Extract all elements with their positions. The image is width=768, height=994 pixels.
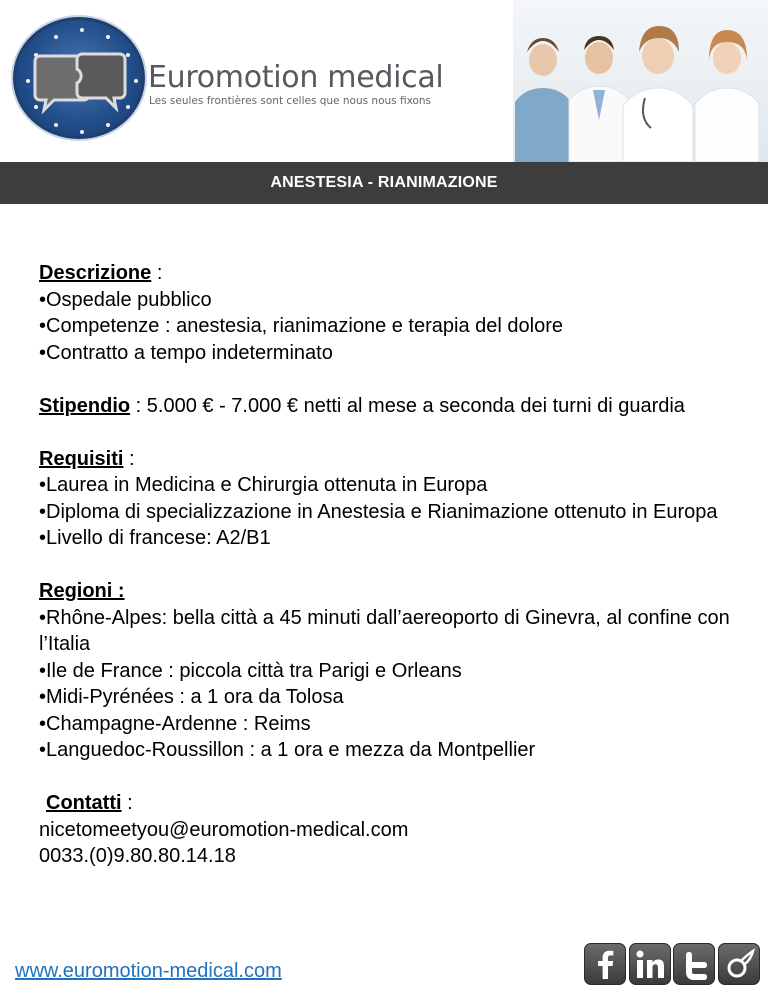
heading-suffix: : [151, 262, 163, 284]
contact-email[interactable]: nicetomeetyou@euromotion-medical.com [39, 818, 409, 841]
list-item: •Ospedale pubblico [39, 288, 212, 311]
section-regioni [39, 578, 739, 764]
heading-descrizione: Descrizione [39, 262, 152, 284]
section-stipendio [39, 393, 739, 420]
heading-contatti: Contatti [46, 792, 122, 814]
medical-staff-photo [513, 0, 768, 162]
euromotion-logo [13, 17, 145, 139]
list-item: •Languedoc-Roussillon : a 1 ora e mezza da Montpellier [39, 739, 536, 761]
section-contatti [39, 790, 739, 870]
heading-suffix: : [121, 792, 133, 814]
brand-name: Euromotion medical [148, 60, 444, 95]
website-link[interactable]: www.euromotion-medical.com [15, 960, 282, 982]
heading-requisiti: Requisiti [39, 447, 124, 470]
stipendio-text: : 5.000 € - 7.000 € netti al mese a seconda dei turni di guardia [130, 394, 685, 417]
twitter-icon[interactable] [673, 943, 715, 985]
list-item: •Diploma di specializzazione in Anestesia e Rianimazione ottenuto in Europa [39, 500, 718, 523]
linkedin-icon[interactable] [629, 943, 671, 985]
page-title: ANESTESIA - RIANIMAZIONE [270, 174, 498, 191]
contact-phone: 0033.(0)9.80.80.14.18 [39, 845, 236, 867]
section-requisiti [39, 446, 739, 552]
brand-tagline: Les seules frontières sont celles que nous nous fixons [149, 95, 432, 107]
heading-stipendio: Stipendio [39, 394, 131, 417]
list-item: •Midi-Pyrénées : a 1 ora da Tolosa [39, 686, 344, 708]
list-item: •Competenze : anestesia, rianimazione e terapia del dolore [39, 315, 563, 337]
list-item: •Contratto a tempo indeterminato [39, 341, 333, 364]
heading-regioni: Regioni : [39, 580, 125, 602]
viadeo-icon[interactable] [718, 943, 760, 985]
title-bar [0, 162, 768, 204]
page-header [0, 0, 768, 162]
list-item: •Ile de France : piccola città tra Parigi e Orleans [39, 659, 462, 682]
facebook-icon[interactable] [584, 943, 626, 985]
job-description [39, 260, 739, 896]
section-descrizione [39, 260, 739, 366]
list-item: •Livello di francese: A2/B1 [39, 527, 271, 549]
list-item: •Rhône-Alpes: bella città a 45 minuti dall’aereoporto di Ginevra, al confine con l’Italia [39, 606, 730, 655]
heading-suffix: : [123, 447, 135, 470]
list-item: •Laurea in Medicina e Chirurgia ottenuta in Europa [39, 474, 488, 496]
list-item: •Champagne-Ardenne : Reims [39, 712, 311, 735]
